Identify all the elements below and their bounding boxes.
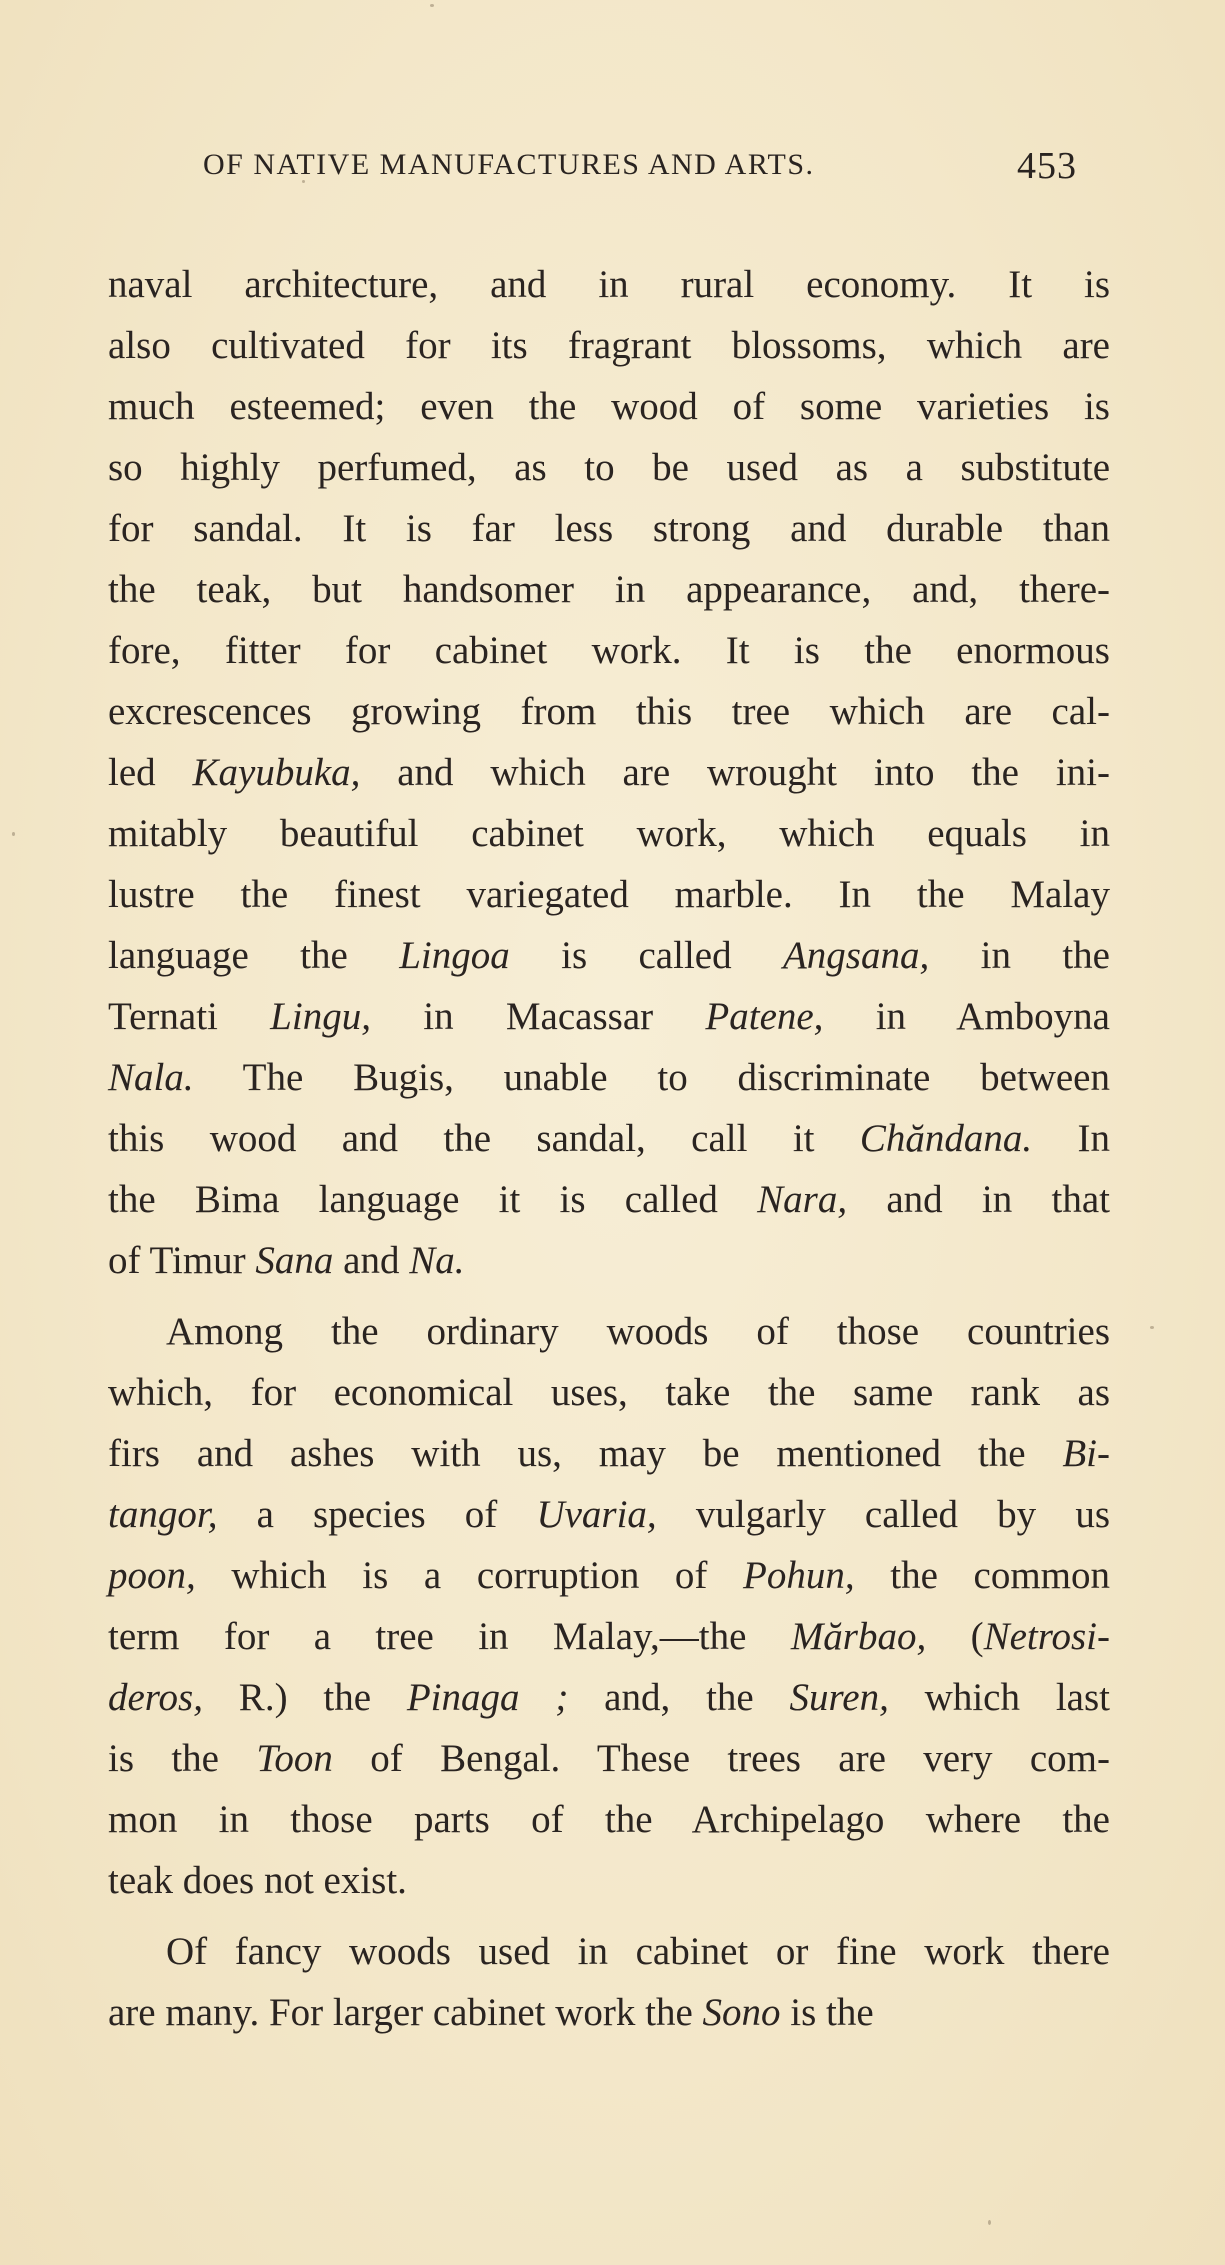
text-run: and which are wrought into the ini-: [360, 751, 1110, 794]
text-line: [108, 803, 1110, 864]
italic-term: Na.: [409, 1239, 465, 1282]
text-run: is the: [108, 1737, 257, 1780]
text-run: led: [108, 751, 193, 794]
text-line: [108, 1230, 1110, 1291]
text-line: [108, 1047, 1110, 1108]
italic-term: Netrosi-: [983, 1615, 1110, 1658]
text-run: term for a tree in Malay,—the: [108, 1615, 791, 1658]
text-run: lustre the finest variegated marble. In the Malay: [108, 873, 1110, 916]
page-speck: [988, 2220, 991, 2225]
text-run: so highly perfumed, as to be used as a substitute: [108, 446, 1110, 489]
italic-term: Pohun,: [743, 1554, 855, 1597]
text-run: much esteemed; even the wood of some varieties is: [108, 385, 1110, 428]
text-run: which is a corruption of: [195, 1554, 744, 1597]
text-run: firs and ashes with us, may be mentioned the: [108, 1432, 1063, 1475]
text-run: vulgarly called by us: [656, 1493, 1110, 1536]
italic-term: Patene,: [705, 995, 824, 1038]
text-run: and, the: [568, 1676, 790, 1719]
italic-term: Angsana,: [782, 934, 930, 977]
italic-term: Nara,: [757, 1178, 848, 1221]
text-line: [108, 437, 1110, 498]
text-run: fore, fitter for cabinet work. It is the enormous: [108, 629, 1110, 672]
text-run: excrescences growing from this tree which are cal-: [108, 690, 1110, 733]
italic-term: poon,: [108, 1554, 196, 1597]
text-run: mitably beautiful cabinet work, which equals in: [108, 812, 1110, 855]
text-run: of Timur: [108, 1239, 256, 1282]
text-line: [108, 1108, 1110, 1169]
text-line: [108, 742, 1110, 803]
text-line: [108, 315, 1110, 376]
text-run: which, for economical uses, take the same rank as: [108, 1371, 1110, 1414]
text-line: [108, 376, 1110, 437]
text-run: In: [1032, 1117, 1110, 1160]
text-run: a species of: [217, 1493, 537, 1536]
text-line: [108, 1545, 1110, 1606]
text-line: [108, 1982, 1110, 2043]
page-speck: [1150, 1326, 1154, 1329]
text-line: [108, 1362, 1110, 1423]
text-run: teak does not exist.: [108, 1859, 407, 1902]
page-number: 453: [1017, 145, 1077, 187]
text-run: is the: [780, 1991, 874, 2034]
text-run: is called: [509, 934, 783, 977]
italic-term: Mărbao,: [790, 1615, 927, 1658]
paragraph: [108, 1301, 1110, 1911]
text-line: [108, 1921, 1110, 1982]
italic-term: Sana: [255, 1239, 334, 1282]
paragraph: [108, 254, 1110, 1291]
italic-term: deros,: [108, 1676, 203, 1719]
text-line: [108, 1606, 1110, 1667]
text-run: Of fancy woods used in cabinet or fine work there: [166, 1930, 1110, 1973]
text-line: [108, 1850, 1110, 1911]
text-line: [108, 1423, 1110, 1484]
text-run: which last: [888, 1676, 1110, 1719]
page-speck: [430, 4, 434, 7]
page-header: [0, 145, 1225, 198]
text-run: language the: [108, 934, 400, 977]
text-run: this wood and the sandal, call it: [108, 1117, 860, 1160]
text-line: [108, 1301, 1110, 1362]
text-line: [108, 1484, 1110, 1545]
text-run: and in that: [847, 1178, 1110, 1221]
paragraph: [108, 1921, 1110, 2043]
paragraph-gap: [108, 1291, 1110, 1301]
text-line: [108, 254, 1110, 315]
text-run: Among the ordinary woods of those countries: [166, 1310, 1110, 1353]
italic-term: Lingu,: [270, 995, 371, 1038]
text-run: R.) the: [202, 1676, 407, 1719]
paragraph-gap: [108, 1911, 1110, 1921]
text-line: [108, 1789, 1110, 1850]
text-line: [108, 681, 1110, 742]
text-line: [108, 559, 1110, 620]
text-run: in Amboyna: [823, 995, 1110, 1038]
text-line: [108, 498, 1110, 559]
text-run: in Macassar: [370, 995, 706, 1038]
body-text: [108, 254, 1110, 2043]
text-run: the teak, but handsomer in appearance, and, there-: [108, 568, 1110, 611]
text-run: in the: [929, 934, 1110, 977]
text-line: [108, 864, 1110, 925]
text-line: [108, 1169, 1110, 1230]
italic-term: Sono: [702, 1991, 781, 2034]
running-head: OF NATIVE MANUFACTURES AND ARTS.: [203, 148, 815, 181]
text-run: the Bima language it is called: [108, 1178, 758, 1221]
page-speck: [12, 832, 15, 836]
text-run: for sandal. It is far less strong and durable than: [108, 507, 1110, 550]
italic-term: Bi-: [1062, 1432, 1110, 1475]
text-run: of Bengal. These trees are very com-: [332, 1737, 1110, 1780]
italic-term: tangor,: [108, 1493, 218, 1536]
text-run: mon in those parts of the Archipelago where the: [108, 1798, 1110, 1841]
text-run: are many. For larger cabinet work the: [108, 1991, 703, 2034]
italic-term: Suren,: [789, 1676, 889, 1719]
text-line: [108, 986, 1110, 1047]
italic-term: Lingoa: [399, 934, 510, 977]
italic-term: Toon: [256, 1737, 333, 1780]
italic-term: Kayubuka,: [192, 751, 361, 794]
italic-term: Uvaria,: [536, 1493, 657, 1536]
text-line: [108, 1728, 1110, 1789]
text-run: The Bugis, unable to discriminate between: [193, 1056, 1110, 1099]
text-line: [108, 925, 1110, 986]
italic-term: Chăndana.: [859, 1117, 1033, 1160]
text-line: [108, 620, 1110, 681]
text-run: the common: [854, 1554, 1110, 1597]
text-run: and: [333, 1239, 410, 1282]
text-run: (: [926, 1615, 984, 1658]
italic-term: Nala.: [108, 1056, 194, 1099]
text-line: [108, 1667, 1110, 1728]
text-run: also cultivated for its fragrant blossoms, which are: [108, 324, 1110, 367]
text-run: Ternati: [108, 995, 271, 1038]
italic-term: Pinaga ;: [406, 1676, 569, 1719]
text-run: naval architecture, and in rural economy. It is: [108, 263, 1110, 306]
